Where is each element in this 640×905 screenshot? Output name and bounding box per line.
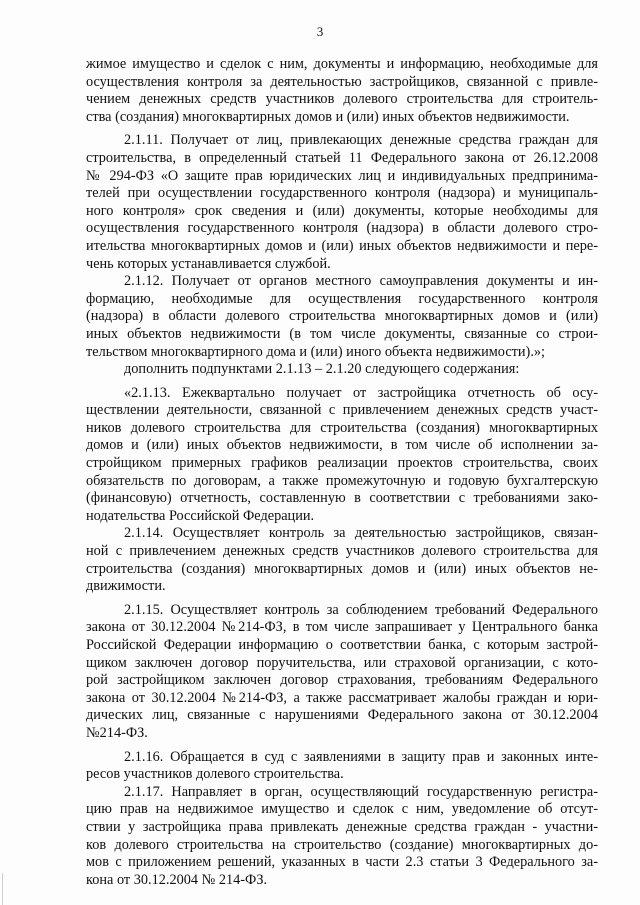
text-line: ства (создания) многоквартирных домов и (или) иных объектов недвижимости. <box>86 108 570 125</box>
paragraph-p2 <box>86 273 598 361</box>
text-line: закона от 30.12.2004 №214-ФЗ, а также рассматривает жалобы граждан и юри- <box>86 689 598 706</box>
paragraph-p5 <box>86 525 598 595</box>
text-line: щиком заключен договор поручительства, или страховой организации, с кото- <box>86 654 598 671</box>
text-line: 2.1.12. Получает от органов местного самоуправления документы и ин- <box>124 273 598 290</box>
document-body <box>86 56 598 889</box>
paragraph-p6 <box>86 602 598 743</box>
text-line: 2.1.17. Направляет в орган, осуществляющий государственную регистра- <box>124 783 598 800</box>
text-line: 2.1.11. Получает от лиц, привлекающих денежные средства граждан для <box>124 132 598 149</box>
page-number: 3 <box>316 24 324 39</box>
text-line: 2.1.14. Осуществляет контроль за деятельностью застройщиков, связан- <box>124 525 598 542</box>
text-line: рой застройщиком заключен договор страхования, требованиям Федерального <box>86 672 598 689</box>
text-line: (финансовую) отчетность, составленную в соответствии с требованиями зако- <box>86 490 598 507</box>
paragraph-p8 <box>86 784 598 890</box>
text-line: осуществления контроля за деятельностью застройщиков, связанной с привле- <box>86 73 598 90</box>
paragraph-p4 <box>86 385 598 526</box>
paragraph-p1 <box>86 132 598 273</box>
text-line: тельством многоквартирного дома и (или) иного объекта недвижимости).»; <box>86 343 546 360</box>
text-line: домов и (или) иных объектов недвижимости, в том числе об исполнении за- <box>86 437 598 454</box>
text-line: жимое имущество и сделок с ним, документы и информацию, необходимые для <box>86 56 598 72</box>
text-line: закона от 30.12.2004 №214-ФЗ, в том числе запрашивает у Центрального банка <box>86 619 598 636</box>
text-line: чением денежных средств участников долевого строительства для строитель- <box>86 91 598 108</box>
scan-margin-line <box>2 873 3 905</box>
text-line: № 294-ФЗ «О защите прав юридических лиц и индивидуальных предпринима- <box>86 167 598 184</box>
paragraph-p3 <box>86 361 598 379</box>
text-line: формацию, необходимые для осуществления государственного контроля <box>86 290 598 307</box>
text-line: (надзора) в области долевого строительства многоквартирных домов и (или) <box>86 308 598 325</box>
text-line: Российской Федерации информацию о соответствии банка, с которым застрой- <box>86 637 598 653</box>
text-line: ществлении деятельности, связанной с привлечением денежных средств участ- <box>86 402 598 419</box>
text-line: ной с привлечением денежных средств участников долевого строительства для <box>86 543 598 560</box>
text-line: ительства многоквартирных домов и (или) иных объектов недвижимости и пере- <box>86 237 598 254</box>
text-line: стройщиком примерных графиков реализации проектов строительства, своих <box>86 455 598 472</box>
text-line: ников долевого строительства для строительства (создания) многоквартирных <box>86 419 598 436</box>
text-line: цию прав на недвижимое имущество и сделок с ним, уведомление об отсут- <box>86 801 598 818</box>
text-line: 2.1.15. Осуществляет контроль за соблюдением требований Федерального <box>124 601 598 618</box>
text-line: осуществления государственного контроля (надзора) в области долевого стро- <box>86 220 598 237</box>
text-line: мов с приложением решений, указанных в части 2.3 статьи 3 Федерального за- <box>86 854 598 871</box>
text-line: дополнить подпунктами 2.1.13 – 2.1.20 следующего содержания: <box>124 361 520 378</box>
text-line: иных объектов недвижимости (в том числе документы, связанные со строи- <box>86 325 598 342</box>
text-line: строительства, в определенный статьей 11 Федерального закона от 26.12.2008 <box>86 149 598 166</box>
text-line: нодательства Российской Федерации. <box>86 507 315 524</box>
text-line: движимости. <box>86 578 166 595</box>
text-line: строительства (создания) многоквартирных домов и (или) иных объектов не- <box>86 560 598 577</box>
text-line: ков долевого строительства на строительство (создание) многоквартирных до- <box>86 836 598 853</box>
text-line: №214-ФЗ. <box>86 724 148 741</box>
paragraph-p7 <box>86 749 598 784</box>
text-line: обязательств по договорам, а также промежуточную и годовую бухгалтерскую <box>86 472 598 489</box>
paragraph-p0 <box>86 56 598 126</box>
text-line: ного контроля» срок сведения и (или) документы, которые необходимы для <box>86 202 598 219</box>
text-line: ствии у застройщика права привлекать денежные средства граждан - участни- <box>86 818 598 835</box>
text-line: ресов участников долевого строительства. <box>86 766 344 783</box>
text-line: 2.1.16. Обращается в суд с заявлениями в защиту прав и законных инте- <box>124 748 598 765</box>
text-line: дических лиц, связанные с нарушениями Федерального закона от 30.12.2004 <box>86 707 598 724</box>
text-line: телей при осуществлении государственного контроля (надзора) и муниципаль- <box>86 185 598 202</box>
text-line: кона от 30.12.2004 № 214-ФЗ. <box>86 871 268 888</box>
text-line: «2.1.13. Ежеквартально получает от застройщика отчетность об осу- <box>124 384 598 401</box>
text-line: чень которых устанавливается службой. <box>86 255 331 272</box>
